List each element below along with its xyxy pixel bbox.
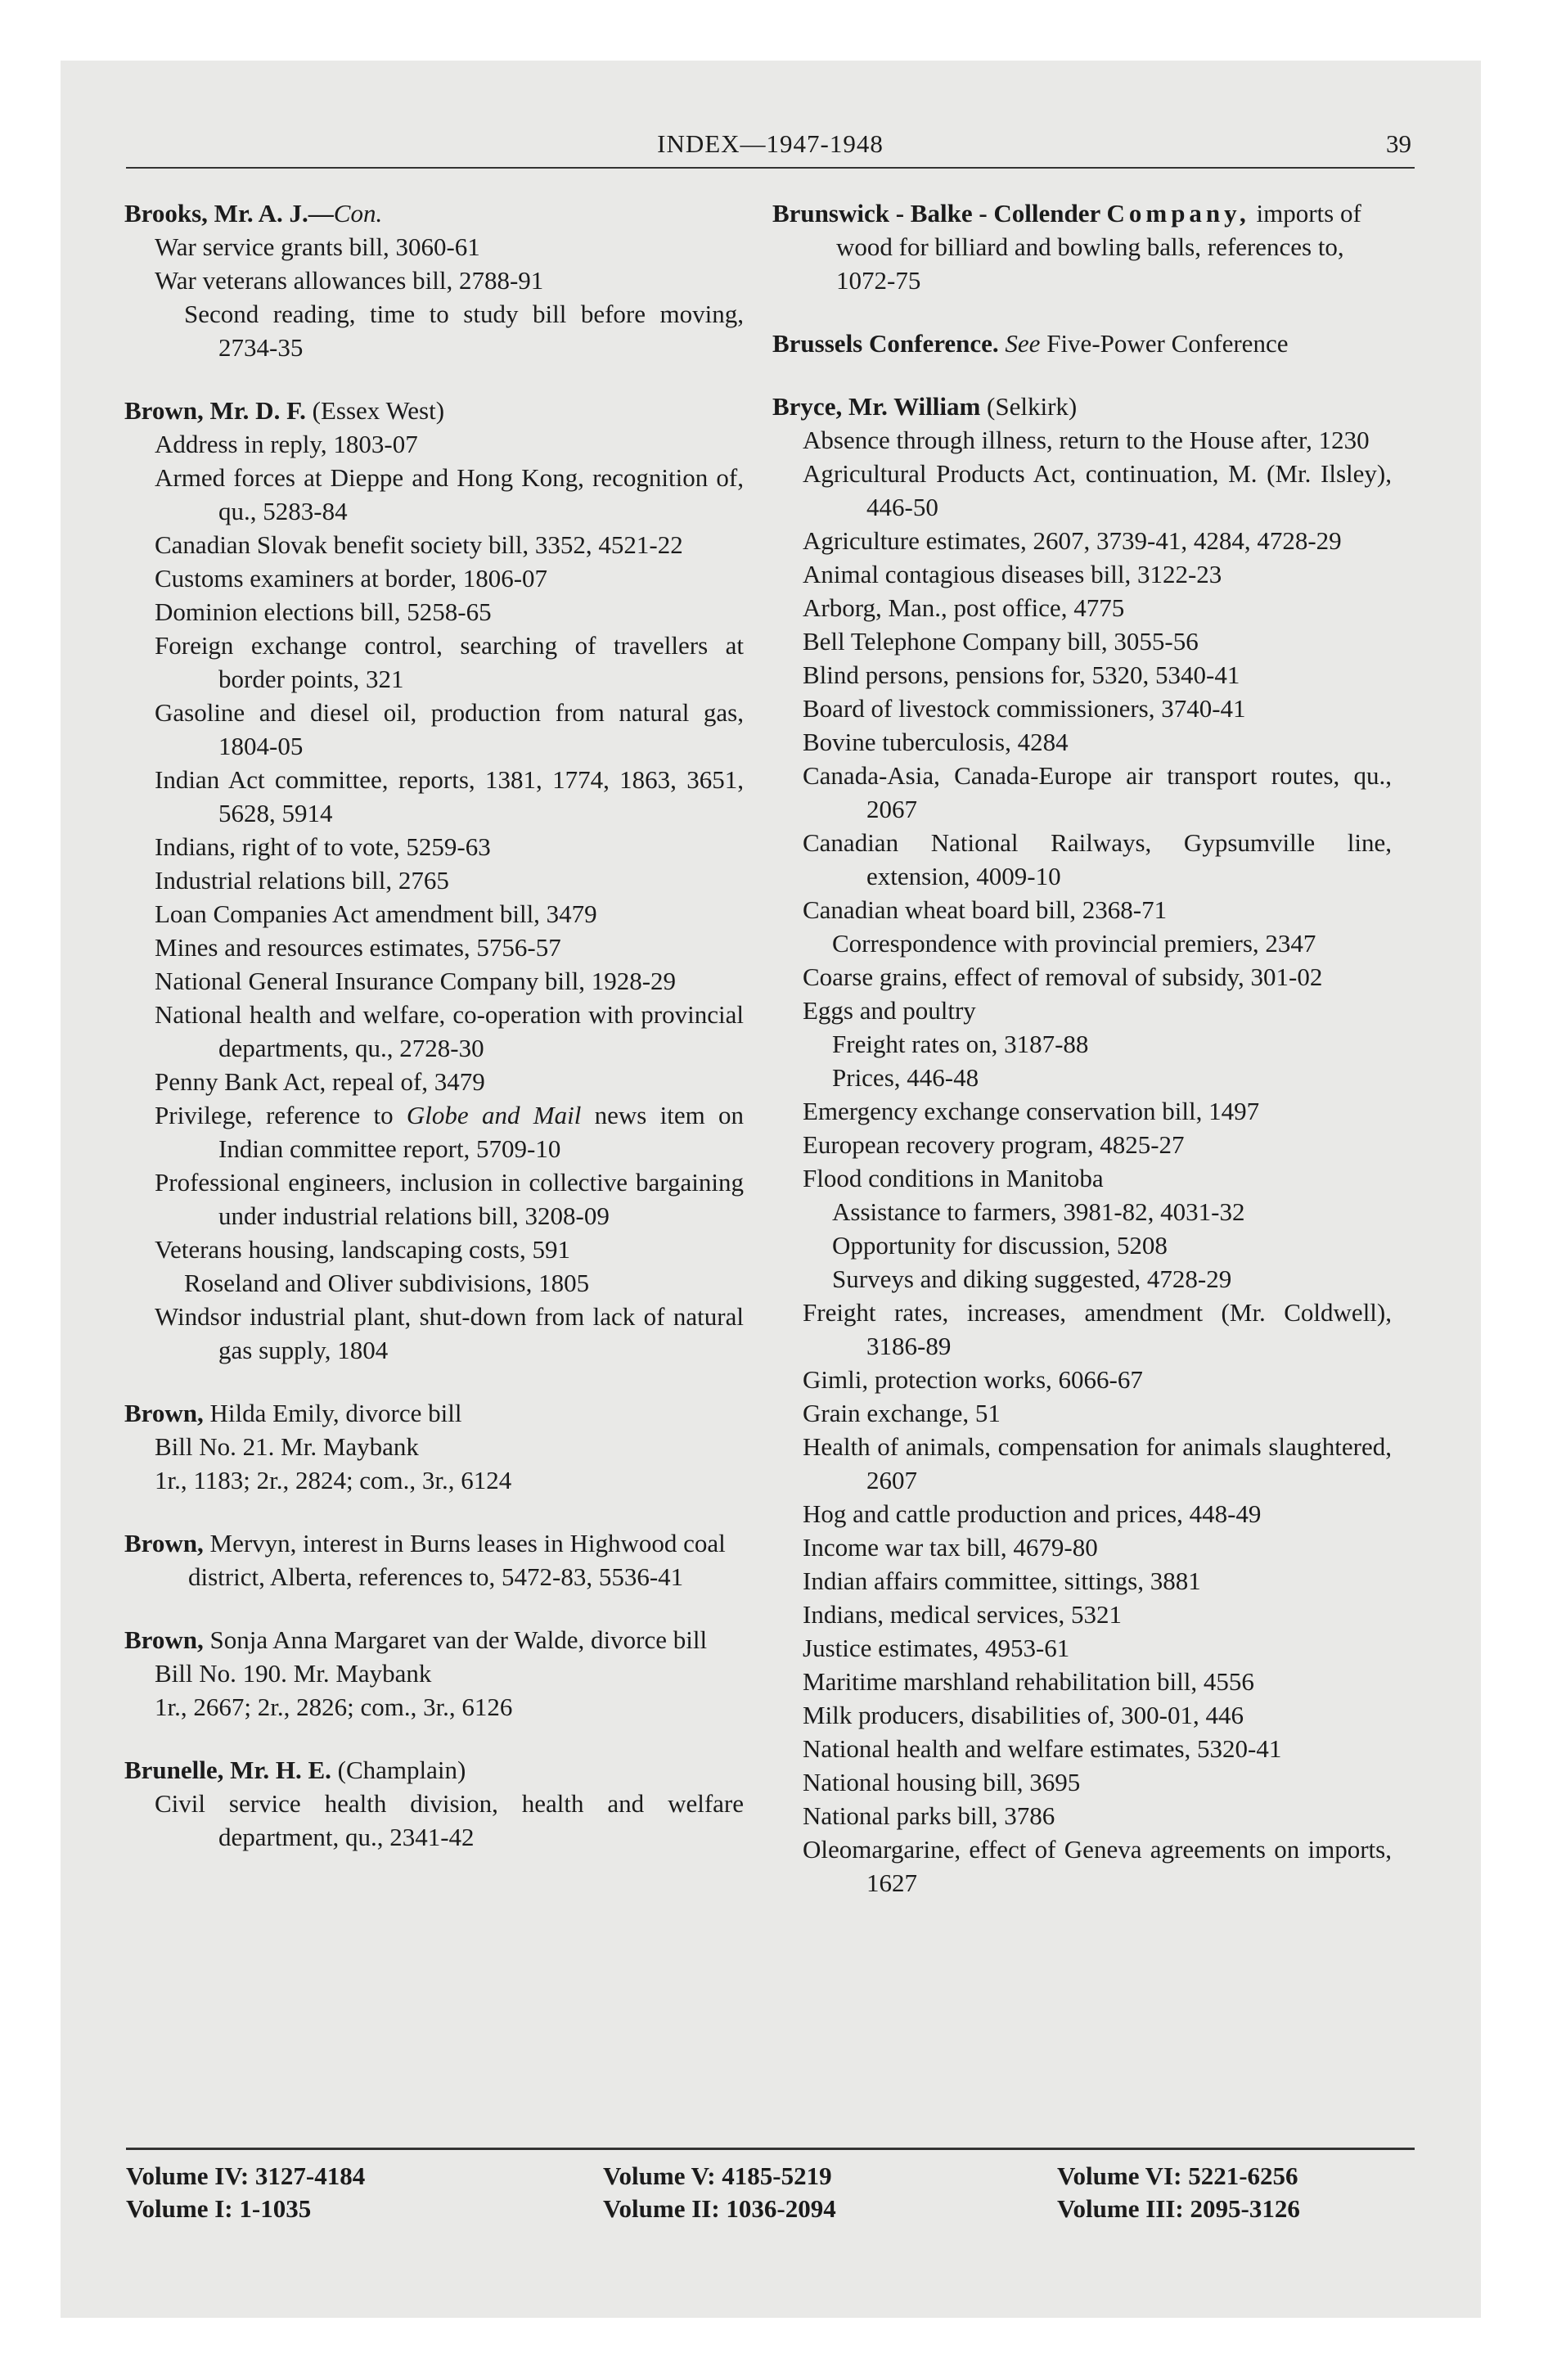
- index-subentry: Grain exchange, 51: [803, 1399, 1001, 1427]
- volume-iii: Volume III: 2095-3126: [1057, 2194, 1300, 2223]
- index-heading: [772, 390, 1392, 423]
- index-subentry: Freight rates, increases, amendment (Mr. Coldwell), 3186-89: [803, 1298, 1392, 1360]
- index-subentry: National housing bill, 3695: [803, 1768, 1081, 1796]
- volume-ii: Volume II: 1036-2094: [603, 2194, 836, 2223]
- index-subentry: War service grants bill, 3060-61: [155, 232, 480, 261]
- index-subentry: Oleomargarine, effect of Geneva agreements on imports, 1627: [803, 1835, 1392, 1897]
- index-subentry: Canada-Asia, Canada-Europe air transport routes, qu., 2067: [803, 761, 1392, 823]
- index-subentry: Penny Bank Act, repeal of, 3479: [155, 1067, 485, 1096]
- index-subentry: Emergency exchange conservation bill, 1497: [803, 1097, 1260, 1125]
- index-subsubentry: Freight rates on, 3187-88: [832, 1030, 1089, 1058]
- index-subentry: Indians, medical services, 5321: [803, 1600, 1122, 1629]
- index-subsubentry: Correspondence with provincial premiers, 2347: [832, 929, 1316, 958]
- index-subentry: Agricultural Products Act, continuation, M. (Mr. Ilsley), 446-50: [803, 459, 1392, 521]
- index-subentry: Canadian Slovak benefit society bill, 3352, 4521-22: [155, 530, 683, 559]
- volume-i: Volume I: 1-1035: [126, 2194, 312, 2223]
- index-heading: [124, 1526, 744, 1593]
- index-subentry: Civil service health division, health and welfare department, qu., 2341-42: [155, 1789, 744, 1851]
- running-header: [126, 124, 1415, 169]
- index-subentry: Professional engineers, inclusion in collective bargaining under industrial relations bill, 3208-09: [155, 1168, 744, 1230]
- index-subentry: Canadian wheat board bill, 2368-71: [803, 895, 1168, 924]
- heading-name: Brown,: [124, 1529, 204, 1557]
- index-subentry: Indian affairs committee, sittings, 3881: [803, 1566, 1201, 1595]
- index-subentry: Maritime marshland rehabilitation bill, 4556: [803, 1667, 1254, 1696]
- index-heading: [124, 394, 744, 427]
- volume-iv: Volume IV: 3127-4184: [126, 2161, 366, 2190]
- index-subentry: Canadian National Railways, Gypsumville line, extension, 4009-10: [803, 828, 1392, 890]
- index-subentry: Indians, right of to vote, 5259-63: [155, 832, 491, 861]
- heading-continued: Con.: [333, 199, 383, 228]
- heading-detail: (Selkirk): [980, 392, 1078, 421]
- heading-detail: Five-Power Conference: [1040, 329, 1289, 358]
- index-subentry: National health and welfare estimates, 5320-41: [803, 1734, 1282, 1763]
- index-subentry: European recovery program, 4825-27: [803, 1130, 1185, 1159]
- right-column: [772, 196, 1392, 1900]
- left-column: [124, 196, 744, 1854]
- index-subentry: Bell Telephone Company bill, 3055-56: [803, 627, 1199, 656]
- index-subentry: Bill No. 21. Mr. Maybank: [155, 1432, 419, 1461]
- index-heading: [124, 1623, 744, 1657]
- index-subentry: Absence through illness, return to the House after, 1230: [803, 426, 1370, 454]
- index-page: [61, 61, 1481, 2318]
- index-subentry: Agriculture estimates, 2607, 3739-41, 4284, 4728-29: [803, 526, 1342, 555]
- heading-name: Brooks, Mr. A. J.—: [124, 199, 334, 228]
- index-subentry: Eggs and poultry: [803, 996, 976, 1025]
- index-subentry: 1r., 2667; 2r., 2826; com., 3r., 6126: [155, 1693, 513, 1721]
- index-subentry: Bovine tuberculosis, 4284: [803, 728, 1069, 756]
- page-title: INDEX—1947-1948: [657, 129, 884, 158]
- index-subentry: Armed forces at Dieppe and Hong Kong, recognition of, qu., 5283-84: [155, 463, 744, 525]
- heading-detail: (Essex West): [305, 396, 445, 425]
- index-heading: [772, 196, 1392, 297]
- volume-v: Volume V: 4185-5219: [603, 2161, 832, 2190]
- heading-detail: Sonja Anna Margaret van der Walde, divorce bill: [203, 1625, 708, 1654]
- index-subentry: Indian Act committee, reports, 1381, 1774, 1863, 3651, 5628, 5914: [155, 765, 744, 827]
- index-heading: [124, 1753, 744, 1787]
- see-reference: See: [998, 329, 1041, 358]
- footer-col-2: [603, 2160, 836, 2225]
- heading-name: Brunelle, Mr. H. E.: [124, 1756, 331, 1784]
- heading-detail: Mervyn, interest in Burns leases in Highwood coal district, Alberta, references to, 5472-83, 5536-41: [188, 1529, 726, 1591]
- index-subsubentry: Roseland and Oliver subdivisions, 1805: [184, 1269, 590, 1297]
- index-subsubentry: Assistance to farmers, 3981-82, 4031-32: [832, 1197, 1245, 1226]
- index-subentry: Gimli, protection works, 6066-67: [803, 1365, 1143, 1394]
- index-subentry: Milk producers, disabilities of, 300-01, 446: [803, 1701, 1244, 1729]
- index-subentry: Customs examiners at border, 1806-07: [155, 564, 548, 593]
- heading-name: Brussels Conference.: [772, 329, 999, 358]
- index-heading: [772, 327, 1392, 360]
- index-subentry: Board of livestock commissioners, 3740-41: [803, 694, 1246, 723]
- heading-name-spaced: Company,: [1106, 199, 1250, 228]
- index-subentry: Industrial relations bill, 2765: [155, 866, 449, 895]
- index-subentry: National parks bill, 3786: [803, 1801, 1055, 1830]
- heading-name: Brunswick - Balke - Collender: [772, 199, 1107, 228]
- index-subentry: Veterans housing, landscaping costs, 591: [155, 1235, 570, 1264]
- index-subentry: Foreign exchange control, searching of travellers at border points, 321: [155, 631, 744, 693]
- heading-name: Brown,: [124, 1399, 204, 1427]
- index-subentry: Coarse grains, effect of removal of subsidy, 301-02: [803, 962, 1323, 991]
- index-subentry: Hog and cattle production and prices, 448-49: [803, 1499, 1262, 1528]
- index-subentry: Arborg, Man., post office, 4775: [803, 593, 1125, 622]
- index-subentry: Flood conditions in Manitoba: [803, 1164, 1104, 1192]
- index-subentry: Gasoline and diesel oil, production from natural gas, 1804-05: [155, 698, 744, 760]
- index-subentry: War veterans allowances bill, 2788-91: [155, 266, 544, 295]
- heading-name: Brown, Mr. D. F.: [124, 396, 306, 425]
- index-subentry: Mines and resources estimates, 5756-57: [155, 933, 561, 962]
- index-subentry: Loan Companies Act amendment bill, 3479: [155, 899, 597, 928]
- index-subsubentry: Second reading, time to study bill before moving, 2734-35: [184, 300, 744, 362]
- index-subentry: Justice estimates, 4953-61: [803, 1634, 1070, 1662]
- volume-vi: Volume VI: 5221-6256: [1057, 2161, 1298, 2190]
- index-subsubentry: Prices, 446-48: [832, 1063, 979, 1092]
- index-subsubentry: Opportunity for discussion, 5208: [832, 1231, 1168, 1260]
- index-subentry: Health of animals, compensation for animals slaughtered, 2607: [803, 1432, 1392, 1494]
- newspaper-name: Globe and Mail: [406, 1101, 582, 1129]
- index-subentry: National health and welfare, co-operation with provincial departments, qu., 2728-30: [155, 1000, 744, 1062]
- index-heading: [124, 196, 744, 230]
- heading-detail: (Champlain): [331, 1756, 466, 1784]
- heading-name: Bryce, Mr. William: [772, 392, 981, 421]
- heading-detail: Hilda Emily, divorce bill: [203, 1399, 462, 1427]
- index-subentry: Windsor industrial plant, shut-down from lack of natural gas supply, 1804: [155, 1302, 744, 1364]
- index-subentry: Dominion elections bill, 5258-65: [155, 597, 492, 626]
- index-heading: [124, 1396, 744, 1430]
- index-subentry: Blind persons, pensions for, 5320, 5340-41: [803, 660, 1240, 689]
- index-subentry: Income war tax bill, 4679-80: [803, 1533, 1098, 1562]
- index-subentry: Animal contagious diseases bill, 3122-23: [803, 560, 1222, 588]
- index-subentry: Bill No. 190. Mr. Maybank: [155, 1659, 432, 1688]
- index-subentry: 1r., 1183; 2r., 2824; com., 3r., 6124: [155, 1466, 512, 1494]
- footer-col-1: [126, 2160, 365, 2225]
- index-subentry: Privilege, reference to Globe and Mail news item on Indian committee report, 5709-10: [155, 1101, 744, 1163]
- footer-col-3: [1057, 2160, 1300, 2225]
- page-number: 39: [1386, 129, 1411, 158]
- index-subentry: Address in reply, 1803-07: [155, 430, 418, 458]
- index-subentry: National General Insurance Company bill, 1928-29: [155, 967, 677, 995]
- heading-detail: imports of wood for billiard and bowling balls, references to, 1072-75: [836, 199, 1361, 295]
- volume-footer: [126, 2148, 1415, 2223]
- index-subsubentry: Surveys and diking suggested, 4728-29: [832, 1264, 1232, 1293]
- heading-name: Brown,: [124, 1625, 204, 1654]
